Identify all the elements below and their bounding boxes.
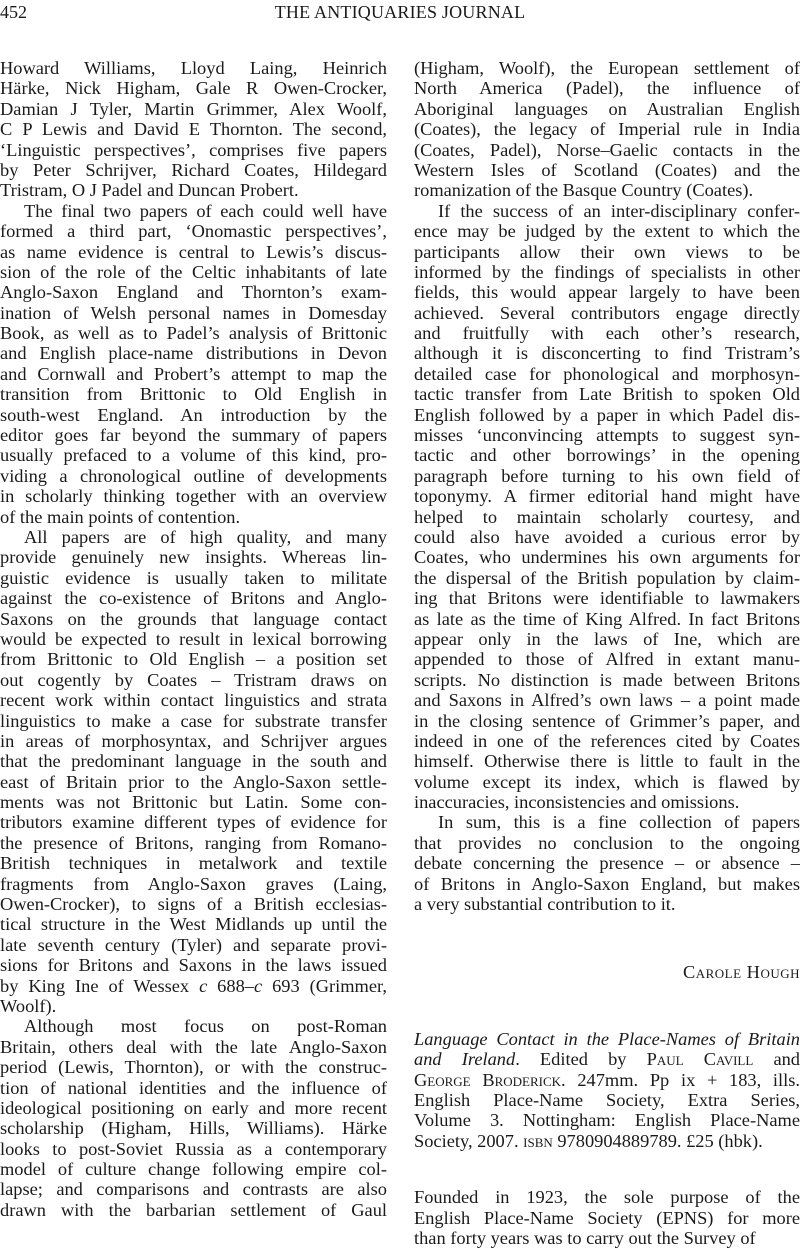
text-line: ination of Welsh personal names in Domesday: [0, 302, 387, 323]
text-line: C P Lewis and David E Thornton. The second,: [0, 119, 387, 140]
paragraph: [0, 201, 387, 527]
text-line: Owen-Crocker), to signs of a British ecclesias-: [0, 894, 387, 915]
text-line: participants allow their own views to be: [414, 241, 800, 262]
text-line: the dispersal of the British population by claim-: [414, 567, 800, 588]
text-segment: 693 (Grimmer,: [262, 975, 387, 996]
text-segment: English Place-Name Society, Extra Series,: [414, 1089, 800, 1110]
text-line: of the main points of contention.: [0, 506, 241, 527]
text-line: from Brittonic to Old English – a position set: [0, 649, 387, 670]
text-line: lapse; and comparisons and contrasts are also: [0, 1179, 387, 1200]
text-line: [414, 1070, 800, 1090]
text-line: formed a third part, ‘Onomastic perspectives’,: [0, 221, 387, 242]
text-line: ‘Linguistic perspectives’, comprises five papers: [0, 139, 387, 160]
text-line: ence may be judged by the extent to which the: [414, 221, 800, 242]
text-line: fields, this would appear largely to have been: [414, 282, 800, 303]
text-line: usually prefaced to a volume of this kind, pro-: [0, 445, 387, 466]
text-line: editor goes far beyond the summary of papers: [0, 425, 387, 446]
text-line: guistic evidence is usually taken to militate: [0, 567, 387, 588]
text-line: appended to those of Alfred in extant manu-: [414, 649, 800, 670]
text-line: (Higham, Woolf), the European settlement of: [414, 58, 800, 78]
text-line: as name evidence is central to Lewis’s discus-: [0, 241, 387, 262]
paragraph: [414, 812, 800, 914]
text-segment: . 247mm. Pp ix + 183, ills.: [561, 1069, 800, 1090]
text-line: and Cornwall and Probert’s attempt to map the: [0, 363, 387, 384]
text-line: transition from Brittonic to Old English in: [0, 384, 387, 405]
text-line: as late as the time of King Alfred. In fact Britons: [414, 608, 800, 629]
text-line: late seventh century (Tyler) and separate provi-: [0, 934, 387, 955]
text-line: English Place-Name Society (EPNS) for more: [414, 1207, 800, 1228]
text-segment: and: [753, 1049, 800, 1070]
text-segment: isbn: [523, 1130, 553, 1151]
text-segment: and Ireland: [414, 1049, 516, 1070]
text-line: misses ‘unconvincing attempts to suggest syn-: [414, 425, 800, 446]
text-line: Damian J Tyler, Martin Grimmer, Alex Woolf,: [0, 98, 387, 119]
text-line: Founded in 1923, the sole purpose of the: [414, 1187, 800, 1208]
text-line: drawn with the barbarian settlement of Gaul: [0, 1199, 387, 1220]
text-line: the presence of Britons, ranging from Romano-: [0, 832, 387, 853]
paragraph: [414, 1187, 800, 1248]
text-line: that the predominant language in the south and: [0, 751, 387, 772]
text-line: tion of national identities and the influence of: [0, 1077, 387, 1098]
left-column: [0, 58, 387, 1220]
text-segment: Volume 3. Nottingham: English Place-Name: [414, 1110, 800, 1131]
text-line: sions for Britons and Saxons in the laws issued: [0, 955, 387, 976]
text-line: Although most focus on post-Roman: [24, 1016, 387, 1037]
text-line: achieved. Several contributors engage directly: [414, 302, 800, 323]
text-line: volume except its index, which is flawed by: [414, 771, 800, 792]
text-line: would be expected to result in lexical borrowing: [0, 628, 387, 649]
text-line: ideological positioning on early and more recent: [0, 1097, 387, 1118]
page-number: 452: [0, 2, 27, 22]
text-line: Tristram, O J Padel and Duncan Probert.: [0, 180, 299, 201]
text-segment: c: [253, 975, 263, 996]
text-segment: Paul Cavill: [646, 1049, 754, 1070]
text-line: paragraph before turning to his own field of: [414, 465, 800, 486]
text-line: detailed case for phonological and morphosyn-: [414, 363, 800, 384]
text-line: viding a chronological outline of developments: [0, 465, 387, 486]
text-line: ing that Britons were identifiable to lawmakers: [414, 588, 800, 609]
text-segment: c: [199, 975, 208, 996]
reviewer-signature: Carole Hough: [682, 962, 800, 983]
text-line: [414, 1049, 800, 1069]
text-line: North America (Padel), the influence of: [414, 78, 800, 99]
text-line: tactic transfer from Late British to spoken Old: [414, 384, 800, 405]
text-line: toponymy. A firmer editorial hand might have: [414, 486, 800, 507]
text-line: inaccuracies, inconsistencies and omissions.: [414, 792, 740, 813]
text-line: Anglo-Saxon England and Thornton’s exam-: [0, 282, 387, 303]
text-line: in scholarly thinking together with an overview: [0, 486, 387, 507]
text-line: If the success of an inter-disciplinary confer-: [438, 200, 800, 221]
text-line: appear only in the laws of Ine, which are: [414, 628, 800, 649]
text-line: than forty years was to carry out the Survey of: [414, 1227, 756, 1248]
text-line: south-west England. An introduction by the: [0, 404, 387, 425]
text-line: of Britons in Anglo-Saxon England, but makes: [414, 873, 800, 894]
text-line: tical structure in the West Midlands up until the: [0, 914, 387, 935]
text-segment: Society, 2007.: [414, 1130, 524, 1151]
text-line: tactic and other borrowings’ in the opening: [414, 445, 800, 466]
text-line: [414, 1029, 800, 1049]
text-line: All papers are of high quality, and many: [24, 526, 387, 547]
paragraph: [0, 1016, 387, 1220]
text-line: linguistics to make a case for substrate transfer: [0, 710, 387, 731]
text-line: could also have avoided a curious error by: [414, 526, 800, 547]
text-line: in the closing sentence of Grimmer’s paper, and: [414, 710, 800, 731]
paragraph: [414, 58, 800, 201]
text-line: [414, 1110, 800, 1130]
text-line: scripts. No distinction is made between Britons: [414, 669, 800, 690]
text-line: ments was not Brittonic but Latin. Some con-: [0, 792, 387, 813]
text-line: that provides no conclusion to the ongoing: [414, 832, 800, 853]
text-line: provide genuinely new insights. Whereas lin-: [0, 547, 387, 568]
text-line: Saxons on the grounds that language contact: [0, 608, 387, 629]
text-segment: . Edited by: [515, 1049, 647, 1070]
spacer: [414, 1151, 800, 1187]
text-line: The final two papers of each could well have: [24, 200, 387, 221]
text-line: debate concerning the presence – or absence –: [414, 853, 800, 874]
running-header: [0, 2, 800, 26]
text-segment: George Broderick: [414, 1069, 562, 1090]
text-line: In sum, this is a fine collection of papers: [438, 812, 800, 833]
text-line: and English place-name distributions in Devon: [0, 343, 387, 364]
text-line: in areas of morphosyntax, and Schrijver argues: [0, 730, 387, 751]
text-line: tributors examine different types of evidence for: [0, 812, 387, 833]
text-line: Coates, who undermines his own arguments for: [414, 547, 800, 568]
text-line: Howard Williams, Lloyd Laing, Heinrich: [0, 58, 387, 78]
text-line: Härke, Nick Higham, Gale R Owen-Crocker,: [0, 78, 387, 99]
text-line: (Coates, Padel), Norse–Gaelic contacts in the: [414, 139, 800, 160]
paragraph: [414, 201, 800, 813]
text-line: recent work within contact linguistics and strata: [0, 690, 387, 711]
text-line: [414, 1090, 800, 1110]
text-line: helped to maintain scholarly courtesy, and: [414, 506, 800, 527]
text-line: [0, 976, 387, 996]
text-segment: by King Ine of Wessex: [0, 975, 200, 996]
text-line: Book, as well as to Padel’s analysis of Brittonic: [0, 323, 387, 344]
text-line: period (Lewis, Thornton), or with the construc-: [0, 1057, 387, 1078]
text-line: indeed in one of the references cited by Coates: [414, 730, 800, 751]
text-line: against the co-existence of Britons and Anglo-: [0, 588, 387, 609]
text-line: Western Isles of Scotland (Coates) and the: [414, 159, 800, 180]
text-line: model of culture change following empire col-: [0, 1159, 387, 1180]
text-line: a very substantial contribution to it.: [414, 894, 676, 915]
text-line: and Saxons in Alfred’s own laws – a point made: [414, 690, 800, 711]
text-line: out cogently by Coates – Tristram draws on: [0, 669, 387, 690]
text-line: and fruitfully with each other’s research,: [414, 323, 800, 344]
text-line: himself. Otherwise there is little to fault in the: [414, 751, 800, 772]
text-line: British techniques in metalwork and textile: [0, 853, 387, 874]
text-line: fragments from Anglo-Saxon graves (Laing,: [0, 873, 387, 894]
paragraph: [0, 527, 387, 1016]
text-segment: Language Contact in the Place-Names of Britain: [414, 1028, 800, 1049]
text-line: informed by the findings of specialists in other: [414, 261, 800, 282]
text-line: by Peter Schrijver, Richard Coates, Hildegard: [0, 159, 387, 180]
text-line: [414, 1131, 800, 1151]
text-line: Woolf).: [0, 995, 57, 1016]
running-title: THE ANTIQUARIES JOURNAL: [274, 2, 526, 22]
text-segment: 9780904889789. £25 (hbk).: [552, 1130, 763, 1151]
text-line: romanization of the Basque Country (Coates).: [414, 180, 754, 201]
text-line: scholarship (Higham, Hills, Williams). Härke: [0, 1118, 387, 1139]
text-line: Aboriginal languages on Australian English: [414, 98, 800, 119]
text-line: looks to post-Soviet Russia as a contemporary: [0, 1138, 387, 1159]
text-line: sion of the role of the Celtic inhabitants of late: [0, 261, 387, 282]
text-line: east of Britain prior to the Anglo-Saxon settle-: [0, 771, 387, 792]
text-line: English followed by a paper in which Padel dis-: [414, 404, 800, 425]
text-line: although it is disconcerting to find Tristram’s: [414, 343, 800, 364]
book-citation: [414, 1029, 800, 1151]
paragraph: [0, 58, 387, 201]
text-line: (Coates), the legacy of Imperial rule in India: [414, 119, 800, 140]
text-segment: 688–: [207, 975, 254, 996]
text-line: Britain, others deal with the late Anglo-Saxon: [0, 1036, 387, 1057]
right-column: [414, 58, 800, 1248]
